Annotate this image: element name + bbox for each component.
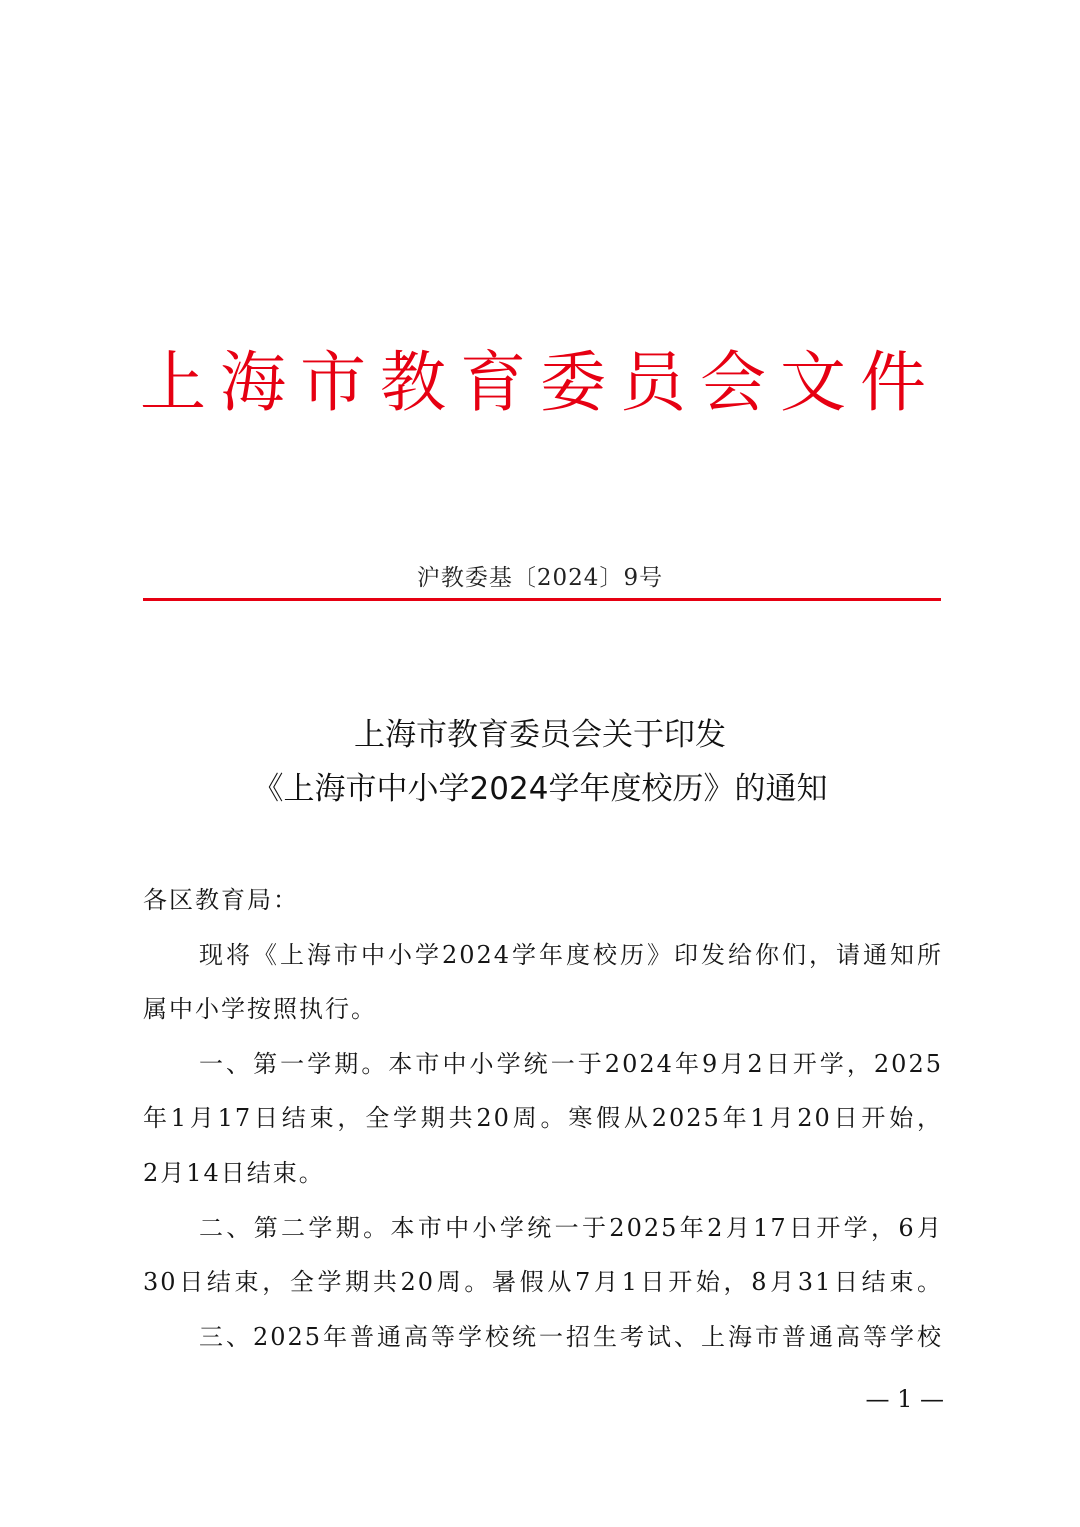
notice-title-line-2: 《上海市中小学2024学年度校历》的通知 [252, 771, 828, 807]
red-divider-line [143, 598, 941, 601]
paragraph-line: 现将《上海市中小学2024学年度校历》印发给你们，请通知所 [199, 941, 943, 969]
notice-title-line-1: 上海市教育委员会关于印发 [354, 717, 726, 753]
paragraph-line: 一、第一学期。本市中小学统一于2024年9月2日开学，2025 [199, 1050, 943, 1078]
issuer-header: 上海市教育委员会文件 [140, 344, 940, 421]
paragraph-line: 属中小学按照执行。 [143, 995, 377, 1023]
paragraph-line: 二、第二学期。本市中小学统一于2025年2月17日开学，6月 [199, 1214, 943, 1242]
document-number: 沪教委基〔2024〕9号 [416, 565, 664, 591]
page-number: — 1 — [865, 1385, 944, 1413]
paragraph-line: 三、2025年普通高等学校统一招生考试、上海市普通高等学校 [199, 1323, 943, 1351]
paragraph-line: 30日结束，全学期共20周。暑假从7月1日开始，8月31日结束。 [143, 1268, 943, 1296]
paragraph-line: 年1月17日结束，全学期共20周。寒假从2025年1月20日开始， [143, 1104, 943, 1132]
paragraph-line: 2月14日结束。 [143, 1159, 325, 1187]
addressee: 各区教育局： [143, 886, 299, 914]
